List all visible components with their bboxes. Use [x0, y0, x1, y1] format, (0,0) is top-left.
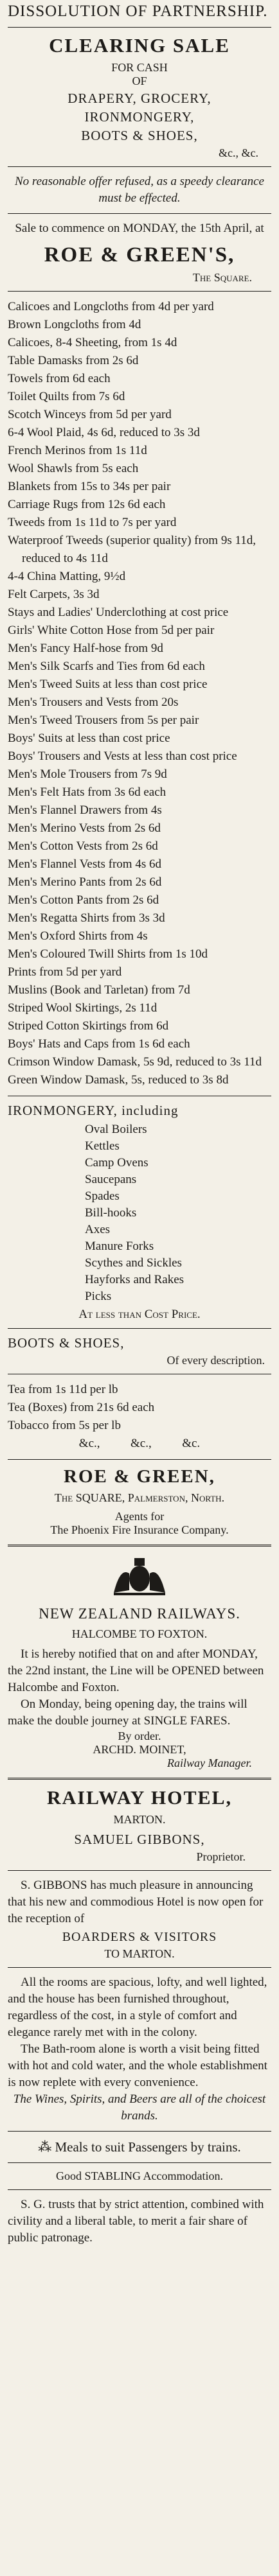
category-boots: BOOTS & SHOES, [81, 128, 198, 143]
price-item: Men's Merino Pants from 2s 6d [8, 875, 162, 889]
footer-firm: ROE & GREEN, [64, 1466, 215, 1487]
ironmongery-item: Axes [85, 1223, 111, 1236]
price-item: Men's Cotton Pants from 2s 6d [8, 893, 159, 907]
hotel-stabling: Good STABLING Accommodation. [55, 2169, 224, 2182]
price-item: Blankets from 15s to 34s per pair [8, 480, 171, 493]
price-item: Crimson Window Damask, 5s 9d, reduced to 3s 11d [8, 1055, 262, 1069]
ironmongery-item: Spades [85, 1189, 120, 1203]
hotel-place: MARTON. [113, 1813, 166, 1826]
grocery-tea: Tea from 1s 11d per lb [8, 1383, 118, 1396]
price-item: Scotch Winceys from 5d per yard [8, 408, 172, 421]
category-etc: &c., &c. [219, 146, 258, 159]
footer-address: The SQUARE, Palmerston, North. [54, 1491, 225, 1504]
ironmongery-item: Bill-hooks [85, 1206, 137, 1220]
railways-by-order: By order. [118, 1730, 161, 1742]
ironmongery-item: Manure Forks [85, 1240, 154, 1253]
price-item: Girls' White Cotton Hose from 5d per pair [8, 624, 215, 637]
hotel-to: TO MARTON. [104, 1947, 175, 1960]
price-item: Calicoes, 8-4 Sheeting, from 1s 4d [8, 336, 177, 349]
price-item: Tweeds from 1s 11d to 7s per yard [8, 516, 177, 529]
category-ironmongery: IRONMONGERY, [84, 109, 195, 125]
price-item: Felt Carpets, 3s 3d [8, 588, 100, 601]
price-item: Men's Cotton Vests from 2s 6d [8, 839, 158, 853]
price-item: Boys' Suits at less than cost price [8, 732, 170, 745]
grocery-tea-boxes: Tea (Boxes) from 21s 6d each [8, 1401, 155, 1414]
ironmongery-item: Saucepans [85, 1173, 137, 1186]
divider [8, 2131, 271, 2132]
price-item: 6-4 Wool Plaid, 4s 6d, reduced to 3s 3d [8, 426, 200, 439]
divider [8, 1545, 271, 1546]
footer-agents: Agents for [114, 1510, 165, 1523]
hotel-wines: The Wines, Spirits, and Beers are all of the choicest brands. [13, 2092, 266, 2123]
price-item: Prints from 5d per yard [8, 965, 122, 979]
sale-commence: Sale to commence on MONDAY, the 15th April, at [15, 222, 264, 235]
divider [8, 2189, 271, 2190]
price-item: Towels from 6d each [8, 372, 111, 385]
price-item: Men's Merino Vests from 2s 6d [8, 821, 161, 835]
price-item: Men's Trousers and Vests from 20s [8, 696, 179, 709]
price-item: Brown Longcloths from 4d [8, 318, 141, 331]
divider [8, 2162, 271, 2163]
price-item: Men's Flannel Drawers from 4s [8, 803, 162, 817]
hotel-p3: The Bath-room alone is worth a visit being fitted with hot and cold water, and the whole establishment is now replete with every convenience. [8, 2042, 267, 2089]
boots-sub: Of every description. [166, 1354, 265, 1367]
railways-role: Railway Manager. [167, 1757, 252, 1769]
hotel-p1: S. GIBBONS has much pleasure in announcing that his new and commodious Hotel is now open for the reception of [8, 1879, 264, 1925]
hotel-meals-row [8, 2138, 271, 2156]
footer-company: The Phoenix Fire Insurance Company. [50, 1523, 229, 1536]
price-item: French Merinos from 1s 11d [8, 444, 147, 457]
price-item: Men's Silk Scarfs and Ties from 6d each [8, 660, 205, 673]
railways-signer: ARCHD. MOINET, [93, 1743, 186, 1756]
divider [8, 213, 271, 214]
price-item: Men's Tweed Trousers from 5s per pair [8, 714, 199, 727]
firm-name: ROE & GREEN'S, [44, 243, 235, 267]
price-item: Boys' Hats and Caps from 1s 6d each [8, 1037, 190, 1051]
price-item: Striped Cotton Skirtings from 6d [8, 1019, 169, 1033]
price-item: Men's Fancy Half-hose from 9d [8, 642, 163, 655]
ironmongery-note: At less than Cost Price. [78, 1308, 201, 1321]
railways-route: HALCOMBE TO FOXTON. [71, 1627, 208, 1640]
price-item: Men's Flannel Vests from 4s 6d [8, 857, 161, 871]
clearing-sale-title: CLEARING SALE [49, 34, 230, 57]
hotel-owner: SAMUEL GIBBONS, [74, 1832, 205, 1847]
hotel-role: Proprietor. [196, 1850, 246, 1863]
ironmongery-item: Oval Boilers [85, 1123, 147, 1136]
hotel-p2: All the rooms are spacious, lofty, and well lighted, and the house has been furnished throughout, regardless of the cost, in a style of comfort and elegance rarely met with in the colony. [8, 1976, 267, 2039]
price-item: Men's Oxford Shirts from 4s [8, 929, 148, 943]
drapery-price-list [8, 298, 271, 1089]
ironmongery-item: Scythes and Sickles [85, 1256, 182, 1270]
price-item: Waterproof Tweeds (superior quality) from 9s 11d, reduced to 4s 11d [8, 534, 256, 565]
price-item: Stays and Ladies' Underclothing at cost price [8, 606, 229, 619]
price-item: Men's Tweed Suits at less than cost price [8, 678, 208, 691]
asterism-icon: ⁂ [38, 2139, 55, 2155]
ironmongery-item: Picks [85, 1290, 112, 1303]
hotel-p4: S. G. trusts that by strict attention, combined with civility and a liberal table, to merit a fair share of public patronage. [8, 2198, 264, 2245]
ironmongery-item: Kettles [85, 1139, 120, 1153]
railways-body-2: On Monday, being opening day, the trains will make the double journey at SINGLE FARES. [8, 1697, 248, 1728]
divider [8, 27, 271, 28]
price-item: Boys' Trousers and Vests at less than cost price [8, 749, 237, 763]
ironmongery-item: Camp Ovens [85, 1156, 148, 1170]
railways-body: It is hereby notified that on and after MONDAY, the 22nd instant, the Line will be OPENED between Halcombe and Foxton. [8, 1647, 264, 1694]
divider [8, 1778, 271, 1780]
speedy-clearance-note: No reasonable offer refused, as a speedy clearance must be effected. [14, 175, 264, 205]
hotel-meals: Meals to suit Passengers by trains. [55, 2139, 241, 2155]
price-item: Calicoes and Longcloths from 4d per yard [8, 300, 214, 313]
price-item: Wool Shawls from 5s each [8, 462, 139, 475]
divider [8, 1967, 271, 1968]
for-cash: FOR CASH [111, 61, 168, 74]
grocery-tobacco: Tobacco from 5s per lb [8, 1419, 121, 1432]
royal-crest-icon [101, 1554, 178, 1599]
ironmongery-item: Hayforks and Rakes [85, 1273, 184, 1286]
of-label: OF [132, 74, 147, 87]
dissolution-heading: DISSOLUTION OF PARTNERSHIP. [8, 3, 268, 20]
railways-title: NEW ZEALAND RAILWAYS. [39, 1606, 240, 1622]
divider [8, 1870, 271, 1871]
price-item: Table Damasks from 2s 6d [8, 354, 139, 367]
price-item: 4-4 China Matting, 9½d [8, 570, 126, 583]
divider [8, 291, 271, 292]
price-item: Men's Regatta Shirts from 3s 3d [8, 911, 165, 925]
hotel-boarders: BOARDERS & VISITORS [62, 1930, 217, 1944]
grocery-etc: &c., &c., &c. [78, 1437, 201, 1450]
price-item: Muslins (Book and Tarletan) from 7d [8, 983, 190, 997]
price-item: Green Window Damask, 5s, reduced to 3s 8d [8, 1073, 229, 1087]
price-item: Striped Wool Skirtings, 2s 11d [8, 1001, 158, 1015]
firm-place: The Square. [192, 271, 252, 284]
divider [8, 1459, 271, 1460]
ironmongery-list [8, 1121, 271, 1305]
divider [8, 166, 271, 167]
divider [8, 1328, 271, 1329]
price-item: Men's Mole Trousers from 7s 9d [8, 767, 167, 781]
price-item: Men's Felt Hats from 3s 6d each [8, 785, 166, 799]
category-drapery: DRAPERY, GROCERY, [68, 91, 212, 106]
price-item: Toilet Quilts from 7s 6d [8, 390, 125, 403]
price-item: Men's Coloured Twill Shirts from 1s 10d [8, 947, 208, 961]
hotel-title: RAILWAY HOTEL, [46, 1787, 233, 1809]
ironmongery-heading: IRONMONGERY, including [8, 1103, 179, 1118]
boots-heading: BOOTS & SHOES, [8, 1335, 125, 1351]
price-item: Carriage Rugs from 12s 6d each [8, 498, 166, 511]
